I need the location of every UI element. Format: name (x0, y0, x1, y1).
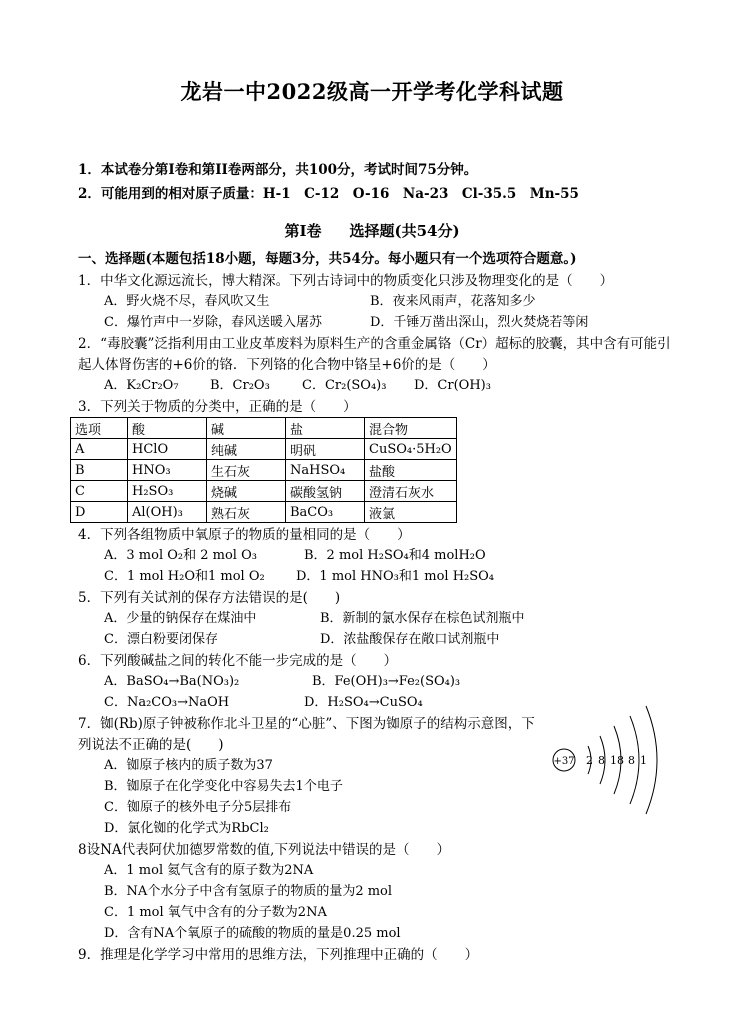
q2-option-c: C．Cr₂(SO₄)₃ (302, 378, 387, 393)
table-row (71, 460, 457, 481)
q2-stem-2: 起人体肾伤害的+6价的铬．下列铬的化合物中铬呈+6价的是（ ） (78, 357, 496, 373)
table-cell: H₂SO₃ (128, 481, 207, 502)
q8-option-c: C．1 mol 氧气中含有的分子数为2NA (104, 905, 327, 920)
table-cell: HClO (128, 439, 207, 460)
table-cell: 烧碱 (207, 481, 286, 502)
q8-option-b: B．NA个水分子中含有氢原子的物质的量为2 mol (104, 884, 393, 899)
table-row (71, 502, 457, 523)
q1-stem: 1．中华文化源远流长，博大精深。下列古诗词中的物质变化只涉及物理变化的是（ ） (78, 273, 614, 289)
table-row (71, 481, 457, 502)
q4-option-d: D．1 mol HNO₃和1 mol H₂SO₄ (296, 569, 495, 584)
table-cell: 澄清石灰水 (365, 481, 457, 502)
q5-option-c: C．漂白粉要闭保存 (104, 632, 218, 647)
note-1: 1．本试卷分第I卷和第II卷两部分，共100分，考试时间75分钟。 (78, 162, 478, 178)
q2-option-a: A．K₂Cr₂O₇ (104, 378, 179, 393)
q7-option-a: A．铷原子核内的质子数为37 (104, 758, 273, 773)
q5-option-d: D．浓盐酸保存在敞口试剂瓶中 (320, 632, 500, 647)
q6-option-a: A．BaSO₄→Ba(NO₃)₂ (104, 674, 240, 689)
q4-option-b: B．2 mol H₂SO₄和4 molH₂O (304, 548, 486, 563)
q8-option-a: A．1 mol 氦气含有的原子数为2NA (104, 863, 314, 878)
q1-option-c: C．爆竹声中一岁除，春风送暖入屠苏 (104, 315, 322, 330)
q5-option-b: B．新制的氯水保存在棕色试剂瓶中 (320, 611, 525, 626)
electron-shell-5 (646, 706, 657, 814)
q2-stem-1: 2．“毒胶囊”泛指利用由工业皮革废料为原料生产的含重金属铬（Cr）超标的胶囊，其中含有可能引 (78, 336, 671, 352)
q6-option-d: D．H₂SO₄→CuSO₄ (304, 695, 423, 710)
q8-stem: 8设NA代表阿伏加德罗常数的值,下列说法中错误的是（ ） (78, 842, 450, 858)
header-cell: 碱 (207, 418, 286, 439)
q4-option-c: C．1 mol H₂O和1 mol O₂ (104, 569, 265, 584)
section-heading (0, 220, 744, 241)
table-cell: 碳酸氢钠 (286, 481, 365, 502)
q4-option-a: A．3 mol O₂和 2 mol O₃ (104, 548, 257, 563)
table-header-row (71, 418, 457, 439)
table-cell: HNO₃ (128, 460, 207, 481)
rubidium-atom-diagram (548, 700, 688, 820)
exam-title: 龙岩一中2022级高一开学考化学科试题 (180, 79, 564, 104)
q1-option-d: D．千锤万凿出深山，烈火焚烧若等闲 (370, 315, 589, 330)
section-name: 选择题(共54分) (349, 222, 460, 240)
section-part: 第I卷 (284, 222, 322, 240)
table-cell: BaCO₃ (286, 502, 365, 523)
q4-stem: 4．下列各组物质中氧原子的物质的量相同的是（ ） (78, 527, 411, 543)
table-cell: 明矾 (286, 439, 365, 460)
table-cell: 液氯 (365, 502, 457, 523)
shell-count-5: 1 (640, 754, 647, 767)
q1-option-a: A．野火烧不尽，春风吹又生 (104, 294, 270, 309)
q3-stem: 3．下列关于物质的分类中，正确的是（ ） (78, 399, 357, 415)
shell-count-2: 8 (598, 754, 605, 767)
table-cell: 熟石灰 (207, 502, 286, 523)
table-cell: CuSO₄·5H₂O (365, 439, 457, 460)
table-row (71, 439, 457, 460)
table-cell: 盐酸 (365, 460, 457, 481)
q6-option-b: B．Fe(OH)₃→Fe₂(SO₄)₃ (312, 674, 461, 689)
note-2: 2．可能用到的相对原子质量：H-1 C-12 O-16 Na-23 Cl-35.5 Mn-55 (78, 186, 579, 202)
q6-option-c: C．Na₂CO₃→NaOH (104, 695, 230, 710)
q6-stem: 6．下列酸碱盐之间的转化不能一步完成的是（ ） (78, 653, 398, 669)
shell-count-4: 8 (628, 754, 635, 767)
q9-stem: 9．推理是化学学习中常用的思维方法，下列推理中正确的（ ） (78, 947, 479, 963)
table-cell: D (71, 502, 128, 523)
header-cell: 酸 (128, 418, 207, 439)
q7-option-b: B．铷原子在化学变化中容易失去1个电子 (104, 779, 343, 794)
table-cell: C (71, 481, 128, 502)
table-cell: NaHSO₄ (286, 460, 365, 481)
q7-stem-2: 列说法不正确的是( ) (78, 737, 224, 753)
header-cell: 混合物 (365, 418, 457, 439)
table-cell: 生石灰 (207, 460, 286, 481)
shell-count-3: 18 (610, 754, 624, 767)
q7-option-d: D．氯化铷的化学式为RbCl₂ (104, 821, 269, 836)
q5-stem: 5．下列有关试剂的保存方法错误的是( ) (78, 590, 341, 606)
table-cell: B (71, 460, 128, 481)
table-cell: 纯碱 (207, 439, 286, 460)
table-cell: A (71, 439, 128, 460)
table-cell: Al(OH)₃ (128, 502, 207, 523)
q8-option-d: D．含有NA个氧原子的硫酸的物质的量是0.25 mol (104, 926, 401, 941)
nucleus-charge: +37 (553, 756, 575, 767)
classification-table (70, 417, 457, 523)
q5-option-a: A．少量的钠保存在煤油中 (104, 611, 257, 626)
header-cell: 选项 (71, 418, 128, 439)
q1-option-b: B．夜来风雨声，花落知多少 (370, 294, 536, 309)
q7-option-c: C．铷原子的核外电子分5层排布 (104, 800, 292, 815)
instruction: 一、选择题(本题包括18小题，每题3分，共54分。每小题只有一个选项符合题意。) (78, 251, 577, 267)
q2-option-d: D．Cr(OH)₃ (414, 378, 491, 393)
q7-stem-1: 7．铷(Rb)原子钟被称作北斗卫星的“心脏”、下图为铷原子的结构示意图，下 (78, 716, 535, 732)
header-cell: 盐 (286, 418, 365, 439)
shell-count-1: 2 (586, 754, 593, 767)
q2-option-b: B．Cr₂O₃ (210, 378, 270, 393)
